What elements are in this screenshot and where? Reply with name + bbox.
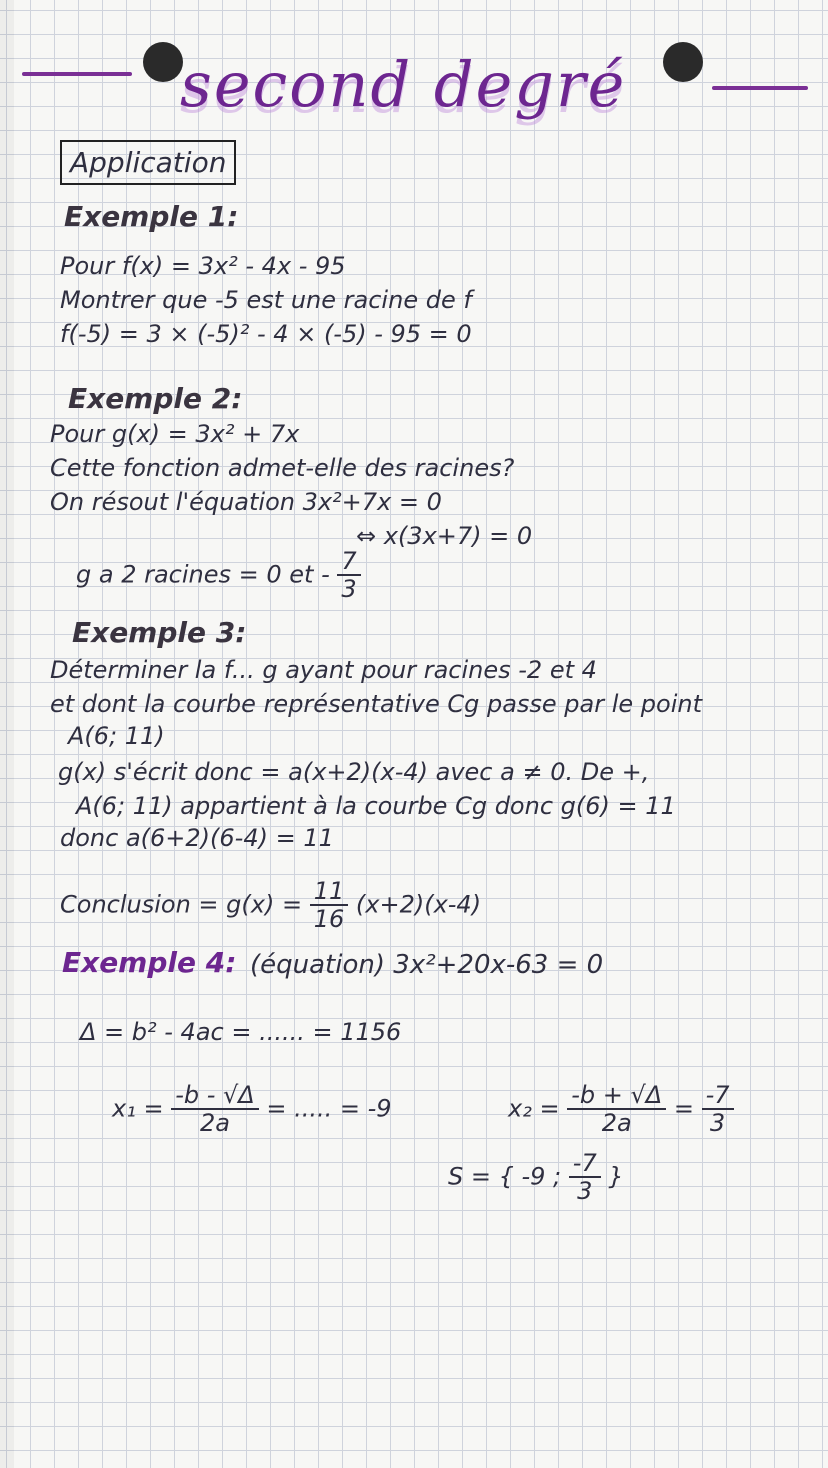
- example-3-line-2: et dont la courbe représentative Cg passe par le point: [50, 690, 703, 718]
- fraction-numerator: 7: [337, 548, 360, 576]
- example-2-line-2: Cette fonction admet-elle des racines?: [50, 454, 515, 482]
- fraction-denominator: 16: [313, 905, 345, 934]
- example-1-line-1: Pour f(x) = 3x² - 4x - 95: [60, 252, 346, 280]
- page-edge: [0, 0, 14, 1468]
- x1-label: x₁ =: [112, 1094, 164, 1123]
- fraction-denominator: 2a: [199, 1109, 230, 1138]
- example-3-conclusion: [60, 878, 481, 933]
- example-4-equation: (équation) 3x²+20x-63 = 0: [250, 950, 604, 980]
- example-2-line-5: [76, 548, 361, 603]
- binder-hole-left: [143, 42, 183, 82]
- example-3-line-5: A(6; 11) appartient à la courbe Cg donc g(6) = 11: [76, 792, 676, 820]
- x2-label: x₂ =: [508, 1094, 560, 1123]
- x2-equals: =: [673, 1094, 694, 1123]
- example-4-x1: [112, 1082, 392, 1137]
- fraction-numerator: -b + √Δ: [567, 1082, 666, 1110]
- example-2-heading: Exemple 2:: [68, 382, 243, 415]
- title-right-rule: [712, 86, 808, 90]
- conclusion-suffix: (x+2)(x-4): [355, 890, 482, 919]
- example-2-line-1: Pour g(x) = 3x² + 7x: [50, 420, 300, 448]
- fraction-denominator: 2a: [601, 1109, 632, 1138]
- example-3-line-4: g(x) s'écrit donc = a(x+2)(x-4) avec a ≠ 0. De +,: [58, 758, 650, 786]
- example-3-line-3: A(6; 11): [68, 722, 165, 750]
- conclusion-prefix: Conclusion = g(x) =: [60, 890, 303, 919]
- example-2-fraction: [337, 548, 360, 603]
- example-4-x2: [508, 1082, 734, 1137]
- fraction-denominator: 3: [709, 1109, 726, 1138]
- example-1-line-2: Montrer que -5 est une racine de f: [60, 286, 472, 314]
- example-1-heading: Exemple 1:: [64, 200, 239, 233]
- solution-prefix: S = { -9 ;: [448, 1162, 562, 1191]
- example-4-heading: Exemple 4:: [62, 946, 237, 979]
- x2-result-fraction: [702, 1082, 734, 1137]
- example-1-line-3: f(-5) = 3 × (-5)² - 4 × (-5) - 95 = 0: [60, 320, 472, 348]
- example-3-heading: Exemple 3:: [72, 616, 247, 649]
- solution-suffix: }: [608, 1162, 624, 1191]
- section-label-box: Application: [60, 140, 236, 185]
- example-4-delta: Δ = b² - 4ac = ...... = 1156: [80, 1018, 402, 1046]
- example-3-line-1: Déterminer la f... g ayant pour racines -2 et 4: [50, 656, 597, 684]
- x1-fraction: [171, 1082, 259, 1137]
- example-2-line-4: ⇔ x(3x+7) = 0: [356, 522, 533, 550]
- conclusion-fraction: [310, 878, 349, 933]
- example-2-roots-text: g a 2 racines = 0 et -: [76, 560, 330, 589]
- title-left-rule: [22, 72, 132, 76]
- example-2-line-3: On résout l'équation 3x²+7x = 0: [50, 488, 442, 516]
- example-4-solution-set: [448, 1150, 624, 1205]
- fraction-numerator: -7: [569, 1150, 601, 1178]
- x1-result: = ..... = -9: [266, 1094, 392, 1123]
- page-title: second degré: [180, 48, 627, 121]
- fraction-numerator: -7: [702, 1082, 734, 1110]
- fraction-denominator: 3: [577, 1177, 593, 1206]
- binder-hole-right: [663, 42, 703, 82]
- solution-fraction: [569, 1150, 601, 1205]
- fraction-numerator: 11: [310, 878, 349, 906]
- fraction-denominator: 3: [341, 575, 357, 604]
- x2-fraction: [567, 1082, 666, 1137]
- example-3-line-6: donc a(6+2)(6-4) = 11: [60, 824, 334, 852]
- fraction-numerator: -b - √Δ: [171, 1082, 259, 1110]
